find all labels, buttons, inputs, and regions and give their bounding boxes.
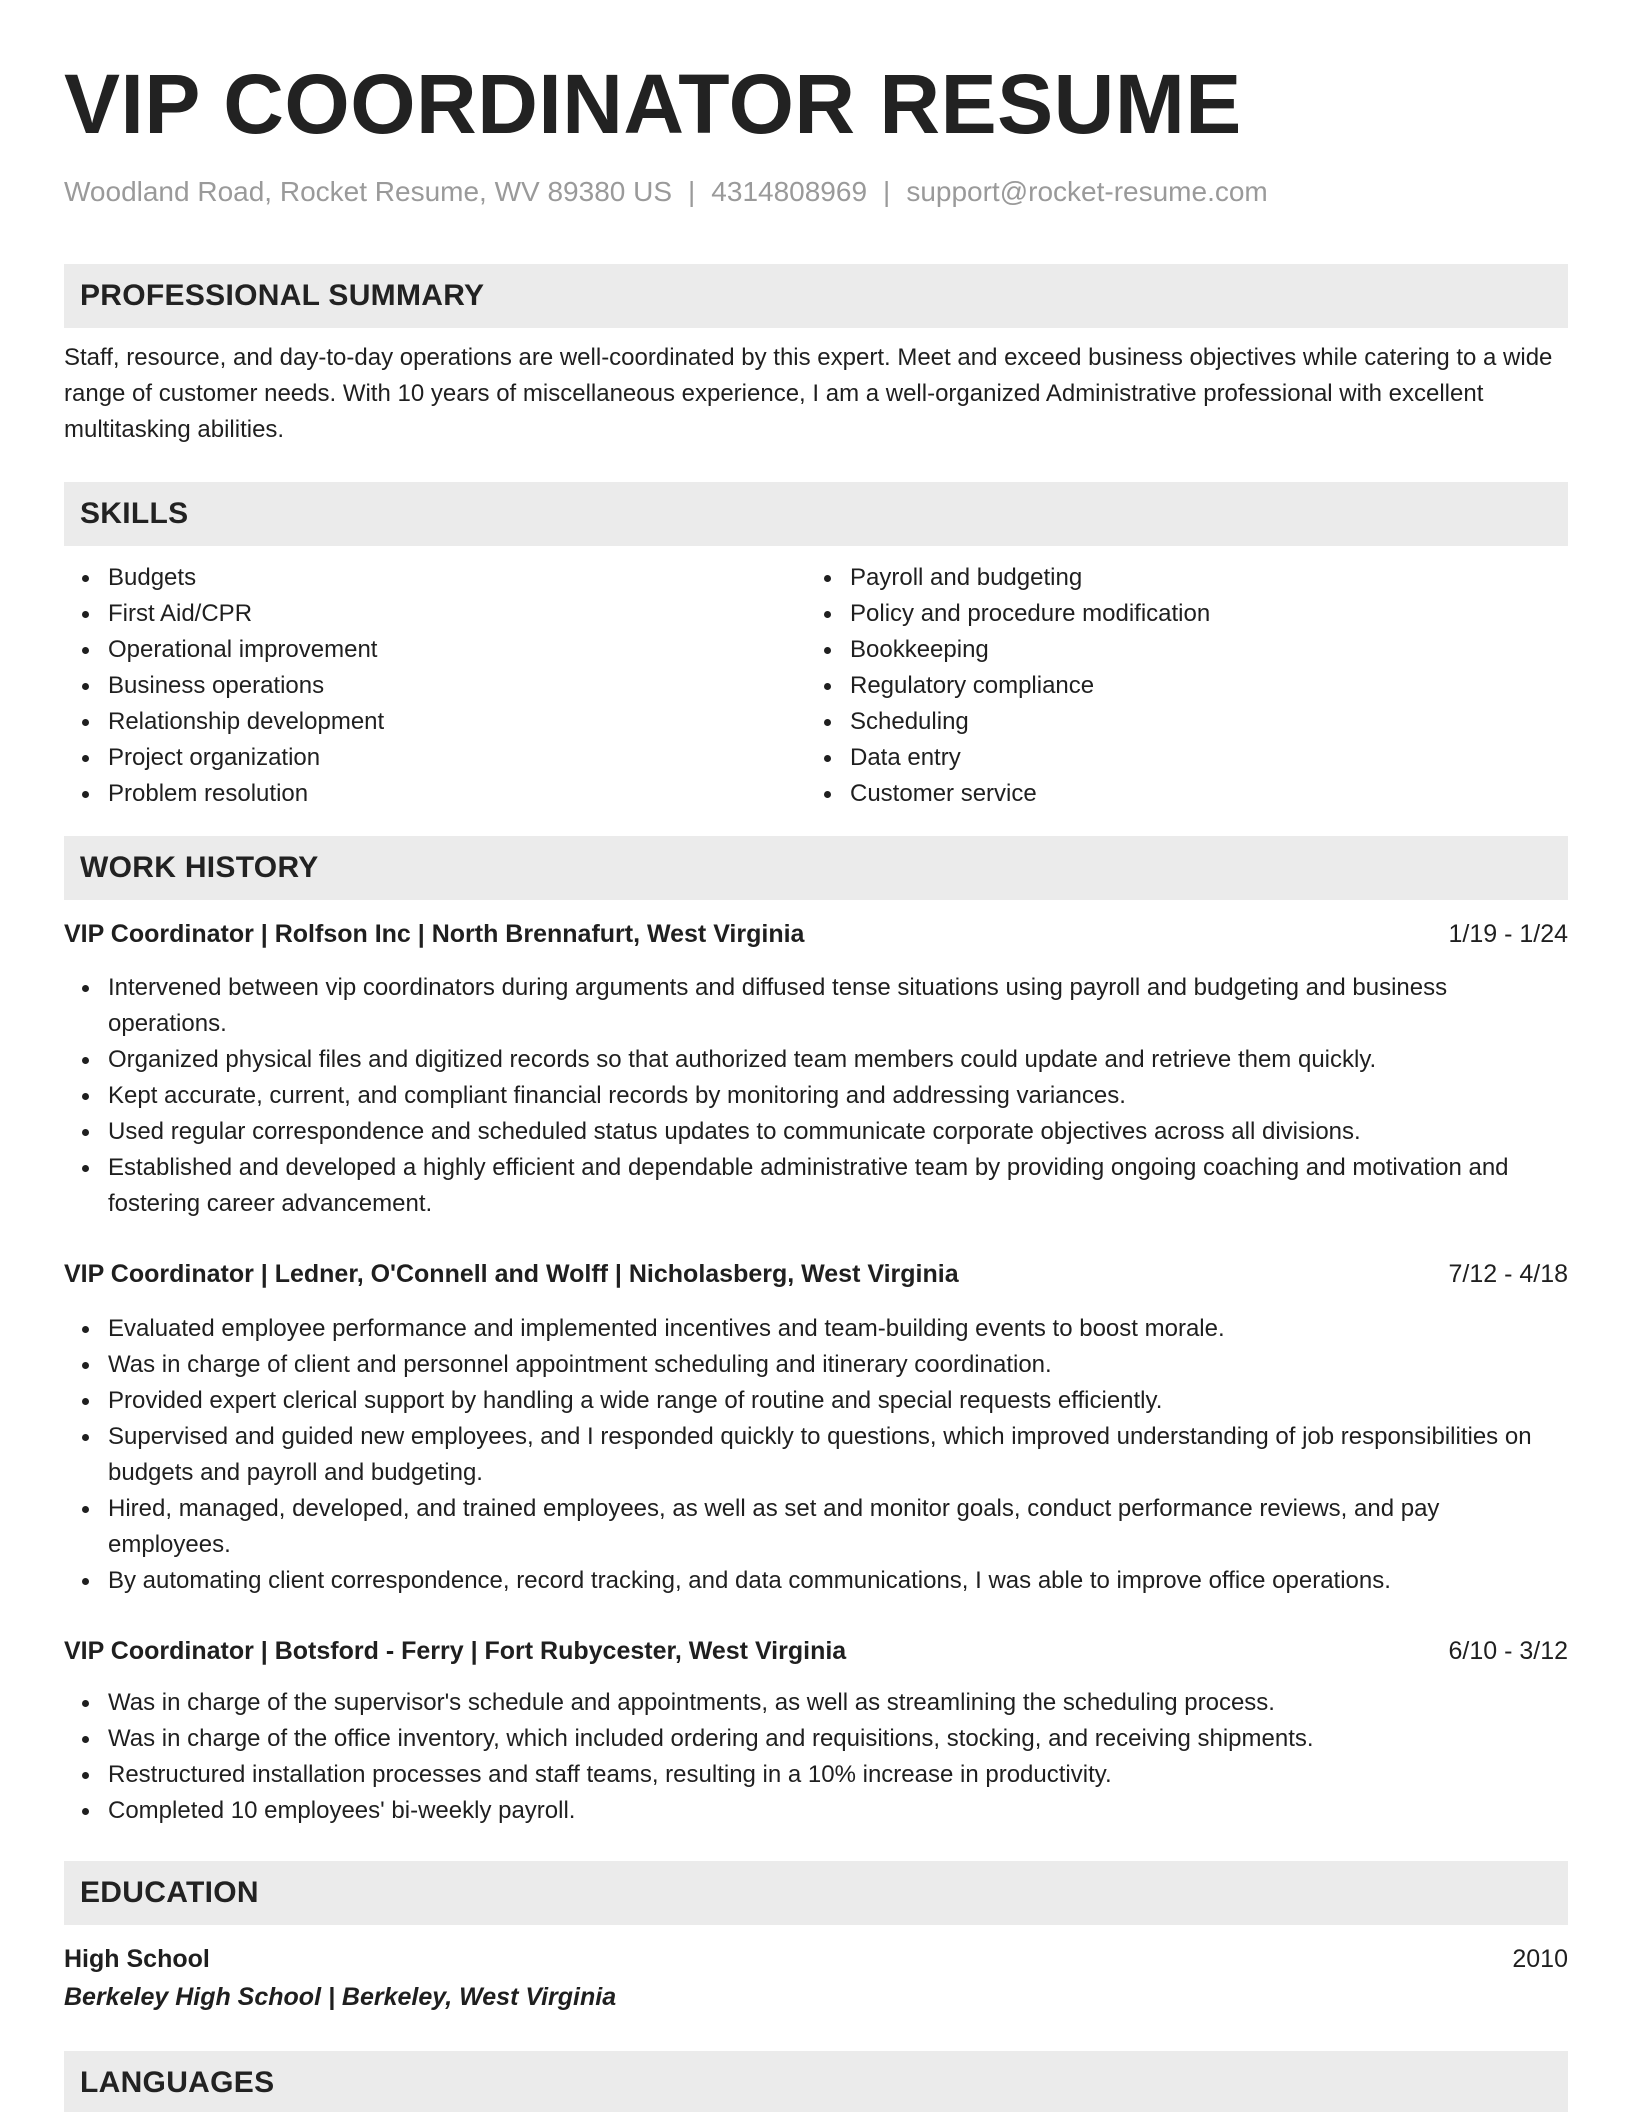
job-duties xyxy=(64,1311,1568,1599)
skill-item: Scheduling xyxy=(806,704,1548,740)
job-duty: Was in charge of client and personnel appointment scheduling and itinerary coordination. xyxy=(64,1347,1568,1383)
skill-item: Payroll and budgeting xyxy=(806,560,1548,596)
section-header-work-history: WORK HISTORY xyxy=(64,836,1568,900)
job-duty: Intervened between vip coordinators during arguments and diffused tense situations using payroll and budgeting and business operations. xyxy=(64,970,1568,1042)
job-duties xyxy=(64,1685,1568,1829)
job-header xyxy=(64,1633,1568,1669)
job-duty: Was in charge of the supervisor's schedule and appointments, as well as streamlining the scheduling process. xyxy=(64,1685,1568,1721)
contact-address: Woodland Road, Rocket Resume, WV 89380 US xyxy=(64,176,673,207)
skills-column-right xyxy=(806,560,1548,812)
summary-text: Staff, resource, and day-to-day operations are well-coordinated by this expert. Meet and exceed business objectives while catering to a wide range of customer needs. With 10 years of miscellaneous experience, I am a well-organized Administrative professional with excellent multitasking abilities. xyxy=(64,344,1553,443)
section-header-education: EDUCATION xyxy=(64,1861,1568,1925)
contact-phone: 4314808969 xyxy=(711,176,868,207)
job-duties xyxy=(64,970,1568,1222)
skill-item: First Aid/CPR xyxy=(64,596,806,632)
skills-list xyxy=(64,560,1568,812)
job-entry xyxy=(64,916,1568,1222)
skill-item: Policy and procedure modification xyxy=(806,596,1548,632)
job-title: VIP Coordinator | Ledner, O'Connell and Wolff | Nicholasberg, West Virginia xyxy=(64,1260,959,1288)
resume-title: VIP COORDINATOR RESUME xyxy=(64,57,1242,151)
job-duty: Established and developed a highly efficient and dependable administrative team by providing ongoing coaching and motivation and fostering career advancement. xyxy=(64,1150,1568,1222)
job-header xyxy=(64,1256,1568,1292)
job-header xyxy=(64,916,1568,952)
education-school: Berkeley High School | Berkeley, West Virginia xyxy=(64,1983,617,2011)
job-dates: 6/10 - 3/12 xyxy=(1448,1637,1568,1665)
skill-item: Business operations xyxy=(64,668,806,704)
education-entry xyxy=(64,1941,1568,2015)
job-duty: Hired, managed, developed, and trained employees, as well as set and monitor goals, conduct performance reviews, and pay employees. xyxy=(64,1491,1568,1563)
job-duty: Restructured installation processes and staff teams, resulting in a 10% increase in productivity. xyxy=(64,1757,1568,1793)
job-title: VIP Coordinator | Botsford - Ferry | Fort Rubycester, West Virginia xyxy=(64,1637,847,1665)
education-degree: High School xyxy=(64,1945,210,1973)
job-duty: Supervised and guided new employees, and I responded quickly to questions, which improved understanding of job responsibilities on budgets and payroll and budgeting. xyxy=(64,1419,1568,1491)
contact-separator: | xyxy=(883,176,891,207)
education-year: 2010 xyxy=(1512,1945,1568,1973)
skill-item: Project organization xyxy=(64,740,806,776)
resume-page xyxy=(64,0,1568,2112)
job-duty: Kept accurate, current, and compliant financial records by monitoring and addressing variances. xyxy=(64,1078,1568,1114)
skill-item: Data entry xyxy=(806,740,1548,776)
section-header-summary: PROFESSIONAL SUMMARY xyxy=(64,264,1568,328)
contact-separator: | xyxy=(688,176,696,207)
job-duty: By automating client correspondence, record tracking, and data communications, I was able to improve office operations. xyxy=(64,1563,1568,1599)
skill-item: Budgets xyxy=(64,560,806,596)
education-header xyxy=(64,1941,1568,1977)
job-duty: Provided expert clerical support by handling a wide range of routine and special requests efficiently. xyxy=(64,1383,1568,1419)
job-title: VIP Coordinator | Rolfson Inc | North Brennafurt, West Virginia xyxy=(64,920,805,948)
section-header-skills: SKILLS xyxy=(64,482,1568,546)
job-duty: Organized physical files and digitized records so that authorized team members could update and retrieve them quickly. xyxy=(64,1042,1568,1078)
skill-item: Customer service xyxy=(806,776,1548,812)
skill-item: Problem resolution xyxy=(64,776,806,812)
job-duty: Used regular correspondence and scheduled status updates to communicate corporate objectives across all divisions. xyxy=(64,1114,1568,1150)
skill-item: Regulatory compliance xyxy=(806,668,1548,704)
job-duty: Evaluated employee performance and implemented incentives and team-building events to boost morale. xyxy=(64,1311,1568,1347)
skill-item: Operational improvement xyxy=(64,632,806,668)
job-duty: Was in charge of the office inventory, which included ordering and requisitions, stocking, and receiving shipments. xyxy=(64,1721,1568,1757)
job-dates: 7/12 - 4/18 xyxy=(1448,1260,1568,1288)
section-header-languages: LANGUAGES xyxy=(64,2051,1568,2112)
contact-email: support@rocket-resume.com xyxy=(906,176,1268,207)
job-entry xyxy=(64,1256,1568,1599)
job-dates: 1/19 - 1/24 xyxy=(1448,920,1568,948)
skills-column-left xyxy=(64,560,806,812)
contact-line xyxy=(64,174,1568,210)
skill-item: Relationship development xyxy=(64,704,806,740)
job-duty: Completed 10 employees' bi-weekly payroll. xyxy=(64,1793,1568,1829)
job-entry xyxy=(64,1633,1568,1829)
skill-item: Bookkeeping xyxy=(806,632,1548,668)
